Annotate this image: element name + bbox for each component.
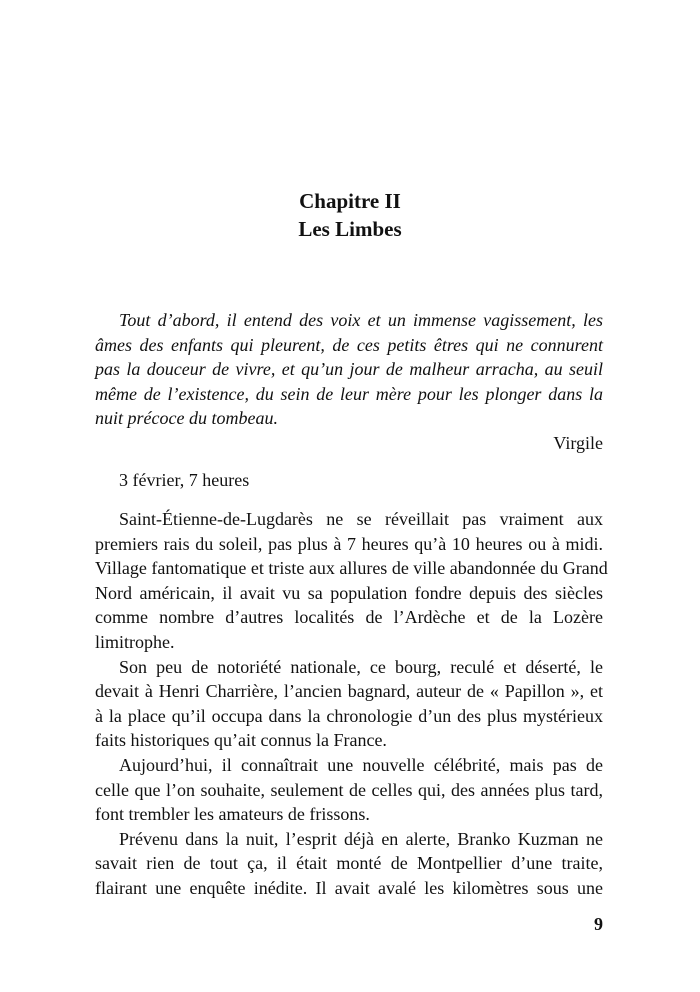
paragraph [95, 655, 603, 753]
text-line: Village fantomatique et triste aux allures de ville abandonnée du Grand [95, 558, 608, 579]
text-line: Prévenu dans la nuit, l’esprit déjà en alerte, Branko Kuzman ne [119, 828, 603, 849]
chapter-title: Les Limbes [298, 217, 402, 241]
text-line: faits historiques qu’ait connus la France. [95, 730, 387, 751]
paragraph [95, 507, 608, 655]
text-line: premiers rais du soleil, pas plus à 7 heures qu’à 10 heures ou à midi. [95, 533, 603, 554]
text-line: comme nombre d’autres localités de l’Ardèche et de la Lozère [95, 607, 603, 628]
epigraph [95, 308, 603, 431]
text-line: Son peu de notoriété nationale, ce bourg, reculé et déserté, le [119, 656, 603, 677]
text-line: Tout d’abord, il entend des voix et un immense vagissement, les [119, 310, 603, 330]
epigraph-author: Virgile [553, 433, 603, 453]
paragraph [95, 753, 603, 827]
text-line: nuit précoce du tombeau. [95, 408, 278, 428]
text-line: flairant une enquête inédite. Il avait avalé les kilomètres sous une [95, 877, 603, 898]
text-line: Saint-Étienne-de-Lugdarès ne se réveillait pas vraiment aux [119, 509, 603, 529]
text-line: font trembler les amateurs de frissons. [95, 804, 370, 825]
text-line: celle que l’on souhaite, seulement de celles qui, des années plus tard, [95, 779, 603, 800]
page-number: 9 [594, 914, 603, 934]
body-text [95, 507, 608, 901]
text-line: savait rien de tout ça, il était monté de Montpellier d’une traite, [95, 853, 603, 874]
text-line: même de l’existence, du sein de leur mère pour les plonger dans la [95, 383, 603, 404]
text-line: Nord américain, il avait vu sa population fondre depuis des siècles [95, 582, 603, 603]
paragraph [95, 827, 603, 901]
chapter-heading [0, 187, 700, 243]
dateline-text: 3 février, 7 heures [119, 470, 250, 490]
text-line: âmes des enfants qui pleurent, de ces petits êtres qui ne connurent [95, 334, 603, 355]
text-line: limitrophe. [95, 631, 175, 652]
text-line: à la place qu’il occupa dans la chronologie d’un des plus mystérieux [95, 705, 603, 726]
dateline [95, 468, 603, 493]
text-line: Aujourd’hui, il connaîtrait une nouvelle célébrité, mais pas de [119, 754, 603, 775]
chapter-number: Chapitre II [299, 189, 401, 213]
text-line: pas la douceur de vivre, et qu’un jour de malheur arracha, au seuil [95, 359, 603, 379]
text-line: devait à Henri Charrière, l’ancien bagnard, auteur de « Papillon », et [95, 681, 603, 702]
